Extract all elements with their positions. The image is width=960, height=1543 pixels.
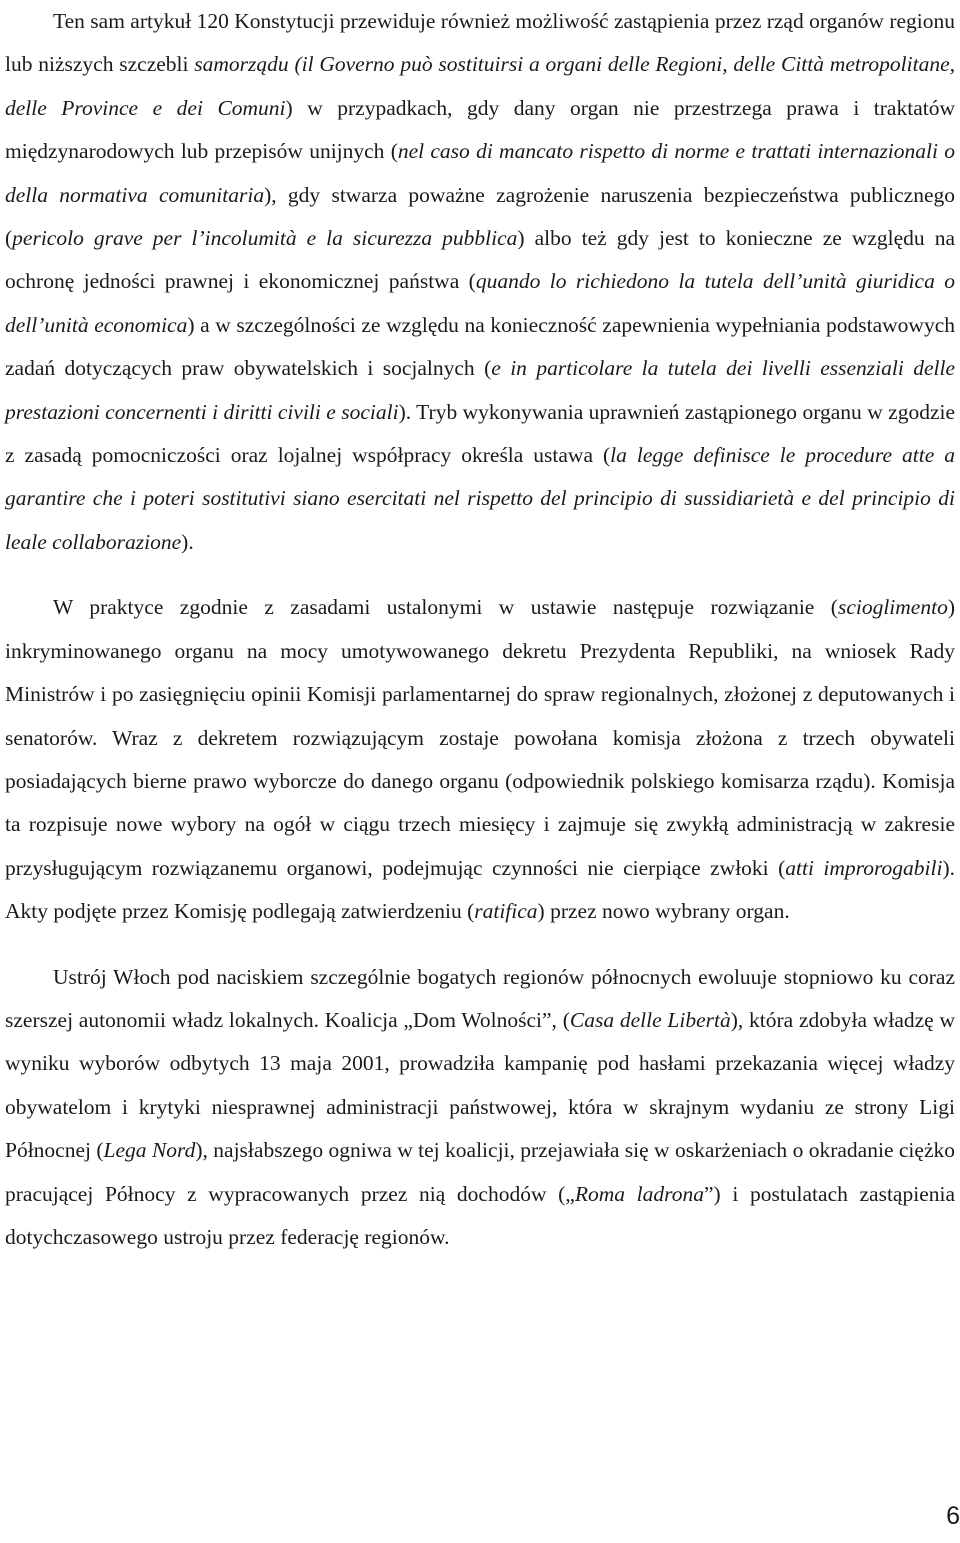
paragraph-federalism (5, 956, 955, 1260)
italic-text-segment: scioglimento (837, 595, 948, 620)
text-segment: Ten sam artykuł 120 Konstytucji przewiduje również możliwość zastąpienia przez rząd organów regionu lub niższych szczebli (5, 9, 955, 77)
text-segment: Ustrój Włoch pod naciskiem szczególnie bogatych regionów północnych ewoluuje stopniowo ku coraz szerszej autonomii władz lokalnych. Koalicja „Dom Wolności”, ( (5, 964, 955, 1032)
text-segment: ). Tryb wykonywania uprawnień zastąpionego organu w zgodzie z zasadą pomocniczości oraz lojalnej współpracy określa ustawa ( (5, 399, 956, 468)
document-page (5, 0, 955, 1259)
page-number: 6 (946, 1502, 960, 1530)
italic-text-segment: Casa delle Libertà (569, 1007, 731, 1032)
text-segment: ) przez nowo wybrany organ. (537, 899, 790, 924)
italic-text-segment: la legge definisce le procedure atte a garantire che i poteri sostitutivi siano esercitati nel rispetto del principio di sussidiarietà e del principio di leale collaborazione (5, 443, 955, 554)
text-segment: ). Akty podjęte przez Komisję podlegają zatwierdzeniu ( (5, 855, 955, 924)
italic-text-segment: Lega Nord (103, 1138, 196, 1163)
italic-text-segment: samorządu (il Governo può sostituirsi a organi delle Regioni, delle Città metropolitane, delle Province e dei Comuni (5, 52, 955, 120)
text-segment: W praktyce zgodnie z zasadami ustalonymi w ustawie następuje rozwiązanie ( (53, 595, 838, 620)
italic-text-segment: ratifica (474, 899, 538, 924)
text-segment: ) inkryminowanego organu na mocy umotywowanego dekretu Prezydenta Republiki, na wniosek Rady Ministrów i po zasięgnięciu opinii Komisji parlamentarnej do spraw regionalnych, złożonej z deputowanych i senatorów. Wraz z dekretem rozwiązującym zostaje powołana komisja złożona z trzech obywateli posiadających bierne prawo wyborcze do danego organu (odpowiednik polskiego komisarza rządu). Komisja ta rozpisuje nowe wybory na ogół w ciągu trzech miesięcy i zajmuje się zwykłą administracją w zakresie przysługującym rozwiązanemu organowi, podejmując czynności nie cierpiące zwłoki ( (5, 595, 955, 880)
text-segment: ”) i postulatach zastąpienia dotychczasowego ustroju przez federację regionów. (5, 1181, 956, 1249)
text-segment: ), która zdobyła władzę w wyniku wyborów odbytych 13 maja 2001, prowadziła kampanię pod hasłami przekazania więcej władzy obywatelom i krytyki niesprawnej administracji państwowej, która w skrajnym wydaniu ze strony Ligi Północnej ( (5, 1007, 955, 1163)
text-segment: ). (181, 529, 194, 554)
text-segment: ), gdy stwarza poważne zagrożenie naruszenia bezpieczeństwa publicznego ( (5, 182, 955, 251)
italic-text-segment: atti improrogabili (785, 855, 943, 880)
italic-text-segment: Roma ladrona (574, 1181, 704, 1206)
text-segment: ) a w szczególności ze względu na konieczność zapewnienia wypełniania podstawowych zadań dotyczących praw obywatelskich i socjalnych ( (5, 312, 955, 381)
italic-text-segment: quando lo richiedono la tutela dell’unità giuridica o dell’unità economica (5, 269, 955, 337)
text-segment: ) albo też gdy jest to konieczne ze względu na ochronę jedności prawnej i ekonomicznej państwa ( (5, 226, 955, 294)
paragraph-substitution (5, 0, 955, 564)
italic-text-segment: e in particolare la tutela dei livelli essenziali delle prestazioni concernenti i diritti civili e sociali (5, 356, 955, 424)
italic-text-segment: pericolo grave per l’incolumità e la sicurezza pubblica (12, 226, 518, 251)
text-segment: ), najsłabszego ogniwa w tej koalicji, przejawiała się w oskarżeniach o okradanie ciężko pracującej Północy z wypracowanych przez nią dochodów („ (5, 1138, 955, 1206)
italic-text-segment: nel caso di mancato rispetto di norme e trattati internazionali o della normativa comunitaria (5, 139, 955, 207)
text-segment: ) w przypadkach, gdy dany organ nie przestrzega prawa i traktatów międzynarodowych lub przepisów unijnych ( (5, 95, 955, 164)
paragraph-dissolution (5, 586, 955, 933)
